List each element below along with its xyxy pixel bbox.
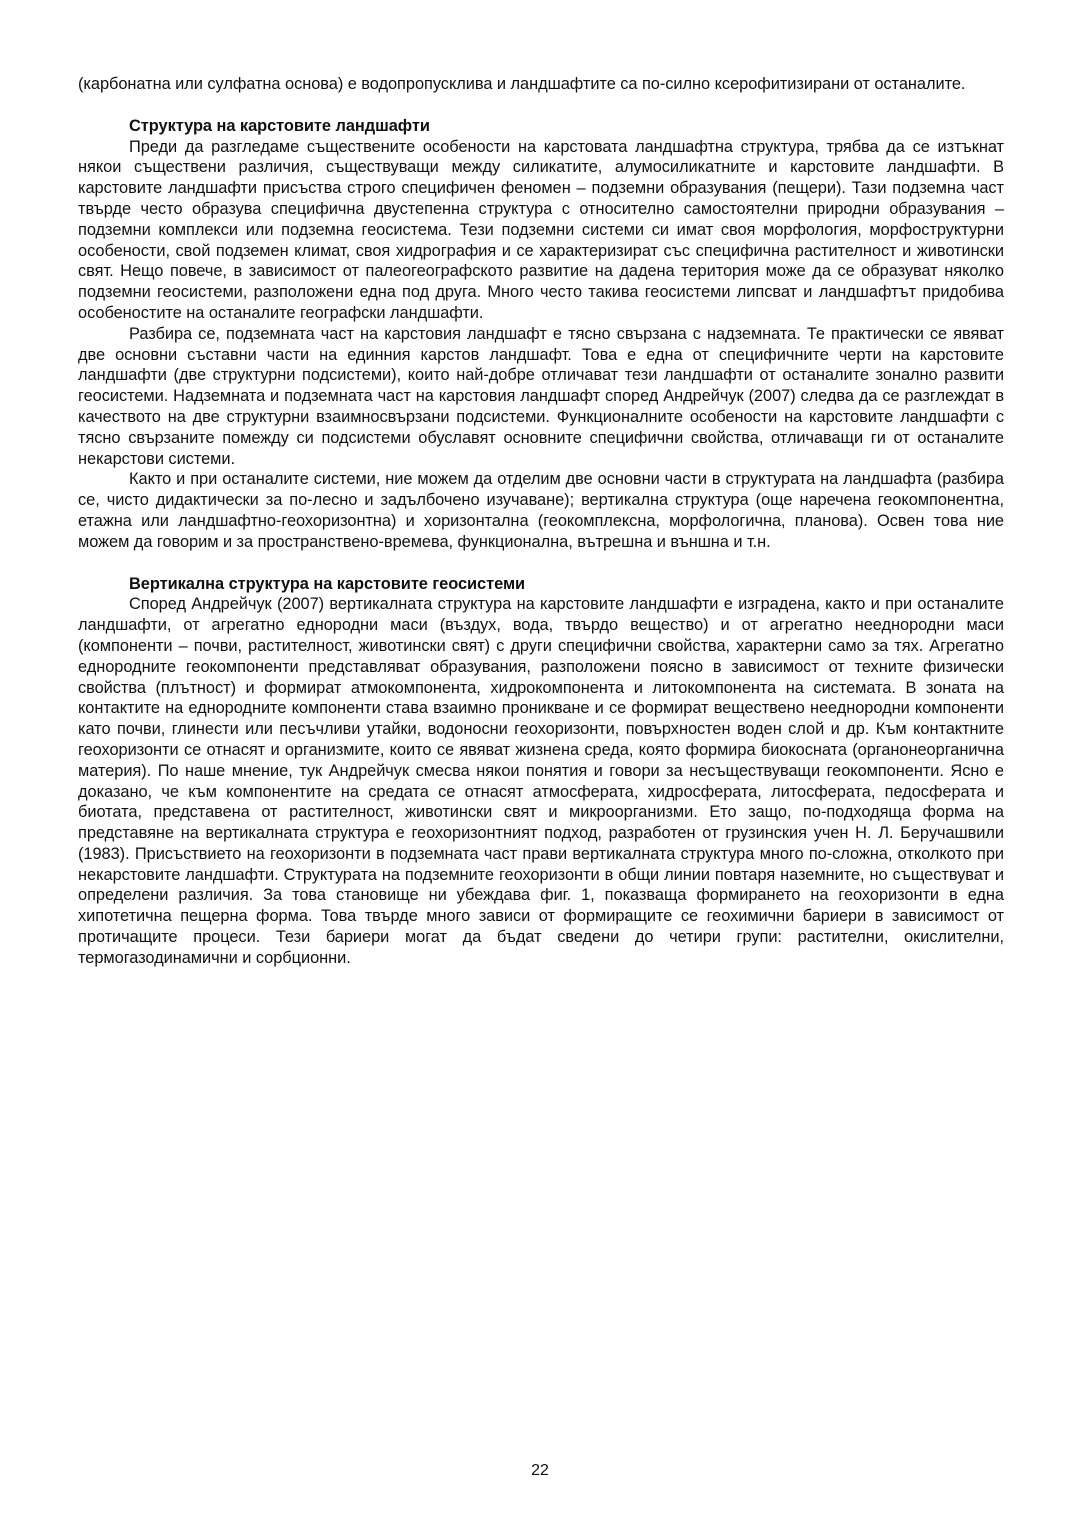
section-heading-karst-landscape-structure: Структура на карстовите ландшафти [129, 116, 430, 135]
intro-paragraph: (карбонатна или сулфатна основа) е водопропусклива и ландшафтите са по-силно ксерофитизирани от останалите. [78, 75, 966, 93]
document-page [78, 74, 1004, 969]
body-paragraph: Както и при останалите системи, ние можем да отделим две основни части в структурата на ландшафта (разбира се, чисто дидактически за по-лесно и задълбочено изучаване); вертикална структура (още наречена геокомпонентна, етажна или ландшафтно-геохоризонтна) и хоризонтална (геокомплексна, морфологична, планова). Освен това ние можем да говорим и за пространствено-времева, функционална, вътрешна и външна и т.н. [78, 470, 1004, 551]
body-paragraph: Разбира се, подземната част на карстовия ландшафт е тясно свързана с надземната. Те практически се явяват две основни съставни части на единния карстов ландшафт. Това е една от специфичните черти на карстовите ландшафти (две структурни подсистеми), които най-добре отличават тези ландшафти от останалите зонално развити геосистеми. Надземната и подземната част на карстовия ландшафт според Андрейчук (2007) следва да се разглеждат в качеството на две структурни взаимносвързани подсистеми. Функционалните особености на карстовите ландшафти с тясно свързаните помежду си подсистеми обуславят основните специфични свойства, отличаващи ги от останалите некарстови системи. [78, 324, 1004, 468]
page-number: 22 [531, 1462, 549, 1479]
body-paragraph: Преди да разгледаме съществените особености на карстовата ландшафтна структура, трябва да се изтъкнат някои съществени различия, съществуващи между силикатите, алумосиликатните и карстовите ландшафти. В карстовите ландшафти присъства строго специфичен феномен – подземни образувания (пещери). Тази подземна част твърде често образува специфична двустепенна структура с относително самостоятелни природни образувания – подземни комплекси или подземна геосистема. Тези подземни системи си имат своя морфология, морфоструктурни особености, свой подземен климат, своя хидрография и се характеризират със специфична растителност и животински свят. Нещо повече, в зависимост от палеогеографското развитие на дадена територия може да се образуват няколко подземни геосистеми, разположени една под друга. Много често такива геосистеми липсват и ландшафтът придобива особеностите на останалите географски ландшафти. [78, 137, 1004, 322]
body-paragraph: Според Андрейчук (2007) вертикалната структура на карстовите ландшафти е изградена, както и при останалите ландшафти, от агрегатно еднородни маси (въздух, вода, твърдо вещество) и от агрегатно нееднородни маси (компоненти – почви, растителност, животински свят) с други специфични свойства, характерни само за тях. Агрегатно еднородните геокомпоненти представляват образувания, разположени поясно в зависимост от техните физически свойства (плътност) и формират атмокомпонента, хидрокомпонента и литокомпонента на системата. В зоната на контактите на еднородните компоненти става взаимно проникване и се формират вещественo нееднородни компоненти като почви, глинести или песъчливи утайки, водоносни геохоризонти, повърхностен воден слой и др. Към контактните геохоризонти се отнасят и организмите, които се явяват жизнена среда, която формира биокосната (органонеорганична материя). По наше мнение, тук Андрейчук смесва някои понятия и говори за несъществуващи геокомпоненти. Ясно е доказано, че към компонентите на средата се отнасят атмосферата, хидросферата, литосферата, педосферата и биотата, представена от растителност, животински свят и микроорганизми. Ето защо, по-подходяща форма на представяне на вертикалната структура е геохоризонтният подход, разработен от грузинския учен Н. Л. Беручашвили (1983). Присъствието на геохоризонти в подземната част прави вертикалната структура много по-сложна, отколкото при некарстовите ландшафти. Структурата на подземните геохоризонти в общи линии повтаря наземните, но съществуват и определени различия. За това становище ни убеждава фиг. 1, показваща формирането на геохоризонти в една хипотетична пещерна форма. Това твърде много зависи от формиращите се геохимични бариери в зависимост от протичащите процеси. Тези бариери могат да бъдат сведени до четири групи: растителни, окислителни, термогазодинамични и сорбционни. [78, 595, 1004, 967]
section-heading-vertical-structure: Вертикална структура на карстовите геосистеми [129, 574, 526, 593]
